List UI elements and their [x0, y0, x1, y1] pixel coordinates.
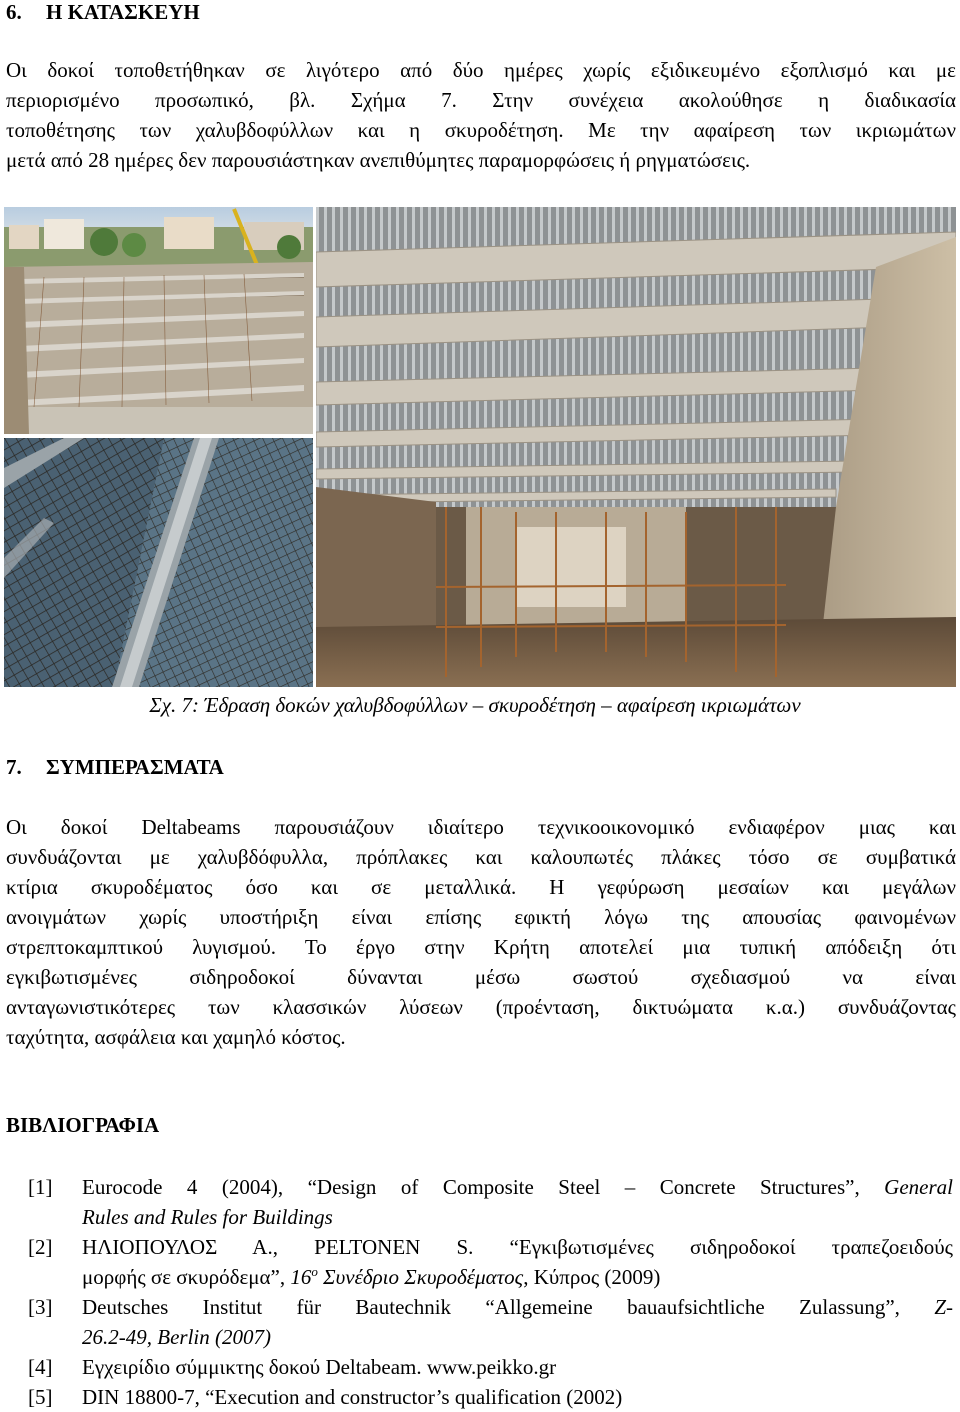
reference-text: Eurocode 4 (2004), “Design of Composite Steel – Concrete Structures”,: [82, 1175, 885, 1199]
paragraph-line: περιορισμένο προσωπικό, βλ. Σχήμα 7. Στην συνέχεια ακολούθησε η διαδικασία: [6, 88, 956, 112]
photo-beams-placement: [4, 207, 313, 434]
reference-item: [28, 1352, 953, 1382]
reference-number: [5]: [28, 1385, 53, 1409]
section-7-paragraph: [6, 812, 956, 1052]
reference-list: [28, 1172, 953, 1412]
reference-number: [3]: [28, 1295, 53, 1319]
reference-text: DIN 18800-7, “Execution and constructor’s qualification (2002): [82, 1385, 623, 1409]
section-7-heading: [6, 755, 224, 779]
reference-text-italic: Συνέδριο Σκυροδέματος: [317, 1265, 524, 1289]
section-6-heading: [6, 0, 200, 24]
paragraph-line: Οι δοκοί τοποθετήθηκαν σε λιγότερο από δύο ημέρες χωρίς εξιδικευμένο εξοπλισμό και με: [6, 58, 956, 82]
section-7-title: ΣΥΜΠΕΡΑΣΜΑΤΑ: [46, 755, 224, 779]
bibliography-heading: ΒΙΒΛΙΟΓΡΑΦΙΑ: [6, 1113, 160, 1137]
paragraph-line: στρεπτοκαμπτικού λυγισμού. Το έργο στην Κρήτη αποτελεί μια τυπική απόδειξη ότι: [6, 935, 956, 959]
figure-caption: Σχ. 7: Έδραση δοκών χαλυβδοφύλλων – σκυροδέτηση – αφαίρεση ικριωμάτων: [149, 693, 801, 717]
reference-text-italic: Rules and Rules for Buildings: [82, 1205, 333, 1229]
paragraph-line: ταχύτητα, ασφάλεια και χαμηλό κόστος.: [6, 1025, 346, 1049]
photo-shoring-removal-drawing: [316, 207, 956, 687]
section-6-title: Η ΚΑΤΑΣΚΕΥΗ: [46, 0, 200, 24]
reference-number: [2]: [28, 1235, 53, 1259]
reference-item: [28, 1292, 953, 1352]
photo-shoring-removal: [316, 207, 956, 687]
reference-item: [28, 1382, 953, 1412]
section-6-number: 6.: [6, 0, 22, 24]
reference-superscript: ο: [311, 1264, 318, 1279]
paragraph-line: Οι δοκοί Deltabeams παρουσιάζουν ιδιαίτερο τεχνικοοικονομικό ενδιαφέρον μιας και: [6, 815, 956, 839]
section-7-number: 7.: [6, 755, 22, 779]
reference-text: Εγχειρίδιο σύμμικτης δοκού Deltabeam. www.peikko.gr: [82, 1355, 557, 1379]
reference-text-italic: 26.2-49, Berlin (2007): [82, 1325, 271, 1349]
paragraph-line: κτίρια σκυροδέματος όσο και σε μεταλλικά. Η γεφύρωση μεσαίων και μεγάλων: [6, 875, 956, 899]
reference-text: μορφής σε σκυρόδεμα”,: [82, 1265, 291, 1289]
paragraph-line: ανταγωνιστικότερες των κλασσικών λύσεων (προένταση, δικτυώματα κ.α.) συνδυάζοντας: [6, 995, 956, 1019]
paragraph-line: συνδυάζονται με χαλυβδόφυλλα, πρόπλακες και καλουπωτές πλάκες τόσο σε συμβατικά: [6, 845, 956, 869]
section-6-paragraph: [6, 55, 956, 175]
reference-item: [28, 1232, 953, 1292]
photo-concreting-rebar-drawing: [4, 438, 313, 687]
reference-text-italic: 16: [290, 1265, 312, 1289]
reference-number: [1]: [28, 1175, 53, 1199]
paragraph-line: ανοιγμάτων χωρίς υποστήριξη είναι επίσης εφικτή λόγω της απουσίας φαινομένων: [6, 905, 956, 929]
reference-text: ΗΛΙΟΠΟΥΛΟΣ Α., PELTONEN S. “Εγκιβωτισμένες σιδηροδοκοί τραπεζοειδούς: [82, 1235, 953, 1259]
reference-text: , Κύπρος (2009): [523, 1265, 661, 1289]
reference-text-italic: General: [884, 1175, 953, 1199]
reference-item: [28, 1172, 953, 1232]
reference-text-italic: Z-: [934, 1295, 953, 1319]
paragraph-line: εγκιβωτισμένες σιδηροδοκοί δύνανται μέσω σωστού σχεδιασμού να είναι: [6, 965, 956, 989]
photo-concreting-rebar: [4, 438, 313, 687]
paragraph-line: τοποθέτησης των χαλυβδοφύλλων και η σκυροδέτηση. Με την αφαίρεση των ικριωμάτων: [6, 118, 956, 142]
reference-text: Deutsches Institut für Bautechnik “Allgemeine bauaufsichtliche Zulassung”,: [82, 1295, 935, 1319]
reference-number: [4]: [28, 1355, 53, 1379]
paragraph-line: μετά από 28 ημέρες δεν παρουσιάστηκαν ανεπιθύμητες παραμορφώσεις ή ρηγματώσεις.: [6, 148, 751, 172]
photo-beams-placement-drawing: [4, 207, 313, 434]
